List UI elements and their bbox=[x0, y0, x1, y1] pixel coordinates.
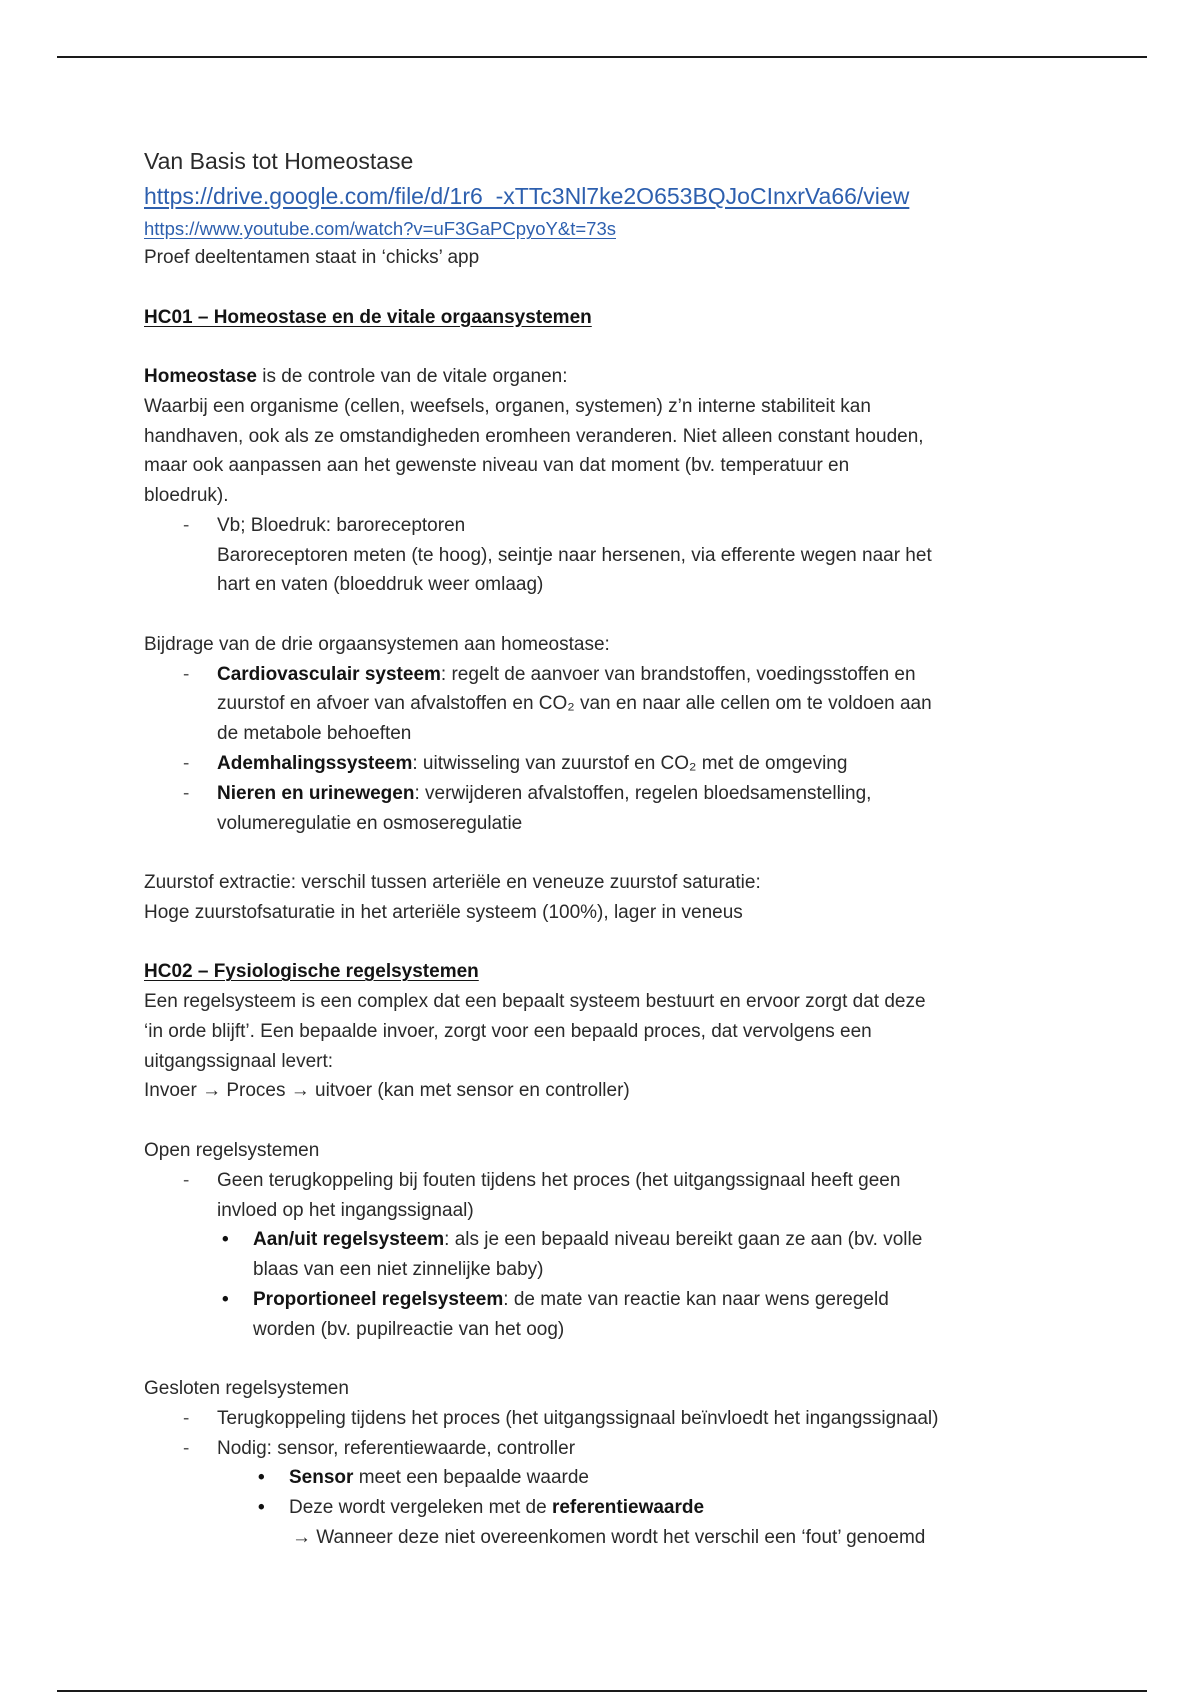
term-proportional: Proportioneel regelsysteem bbox=[253, 1288, 504, 1310]
term-reference-value: referentiewaarde bbox=[551, 1497, 705, 1519]
dash-marker: - bbox=[183, 753, 190, 775]
paragraph-line: ‘in orde blijft’. Een bepaalde invoer, zorgt voor een bepaald proces, dat vervolgens een bbox=[144, 1020, 872, 1042]
flow-line: Invoer → Proces → uitvoer (kan met sensor en controller) bbox=[144, 1080, 630, 1102]
blank-line bbox=[144, 1106, 1144, 1136]
footer-rule bbox=[57, 1690, 1147, 1692]
term-on-off: Aan/uit regelsysteem bbox=[253, 1229, 445, 1251]
list-item-cardiovascular bbox=[144, 660, 1144, 690]
contribution-intro: Bijdrage van de drie orgaansystemen aan homeostase: bbox=[144, 633, 610, 655]
item-text: meet een bepaalde waarde bbox=[353, 1467, 589, 1489]
term-respiratory: Ademhalingssysteem bbox=[217, 753, 413, 775]
paragraph-line: Waarbij een organisme (cellen, weefsels, organen, systemen) z’n interne stabiliteit kan bbox=[144, 395, 871, 417]
google-drive-link[interactable]: https://drive.google.com/file/d/1r6_-xTTc3Nl7ke2O653BQJoCInxrVa66/view bbox=[144, 183, 910, 209]
paragraph-line: handhaven, ook als ze omstandigheden eromheen veranderen. Niet alleen constant houden, bbox=[144, 425, 924, 447]
hc02-heading: HC02 – Fysiologische regelsystemen bbox=[144, 961, 479, 983]
item-text: : als je een bepaald niveau bereikt gaan ze aan (bv. volle bbox=[444, 1229, 923, 1251]
paragraph-line: uitgangssignaal levert: bbox=[144, 1050, 334, 1072]
item-text: Geen terugkoppeling bij fouten tijdens het proces (het uitgangssignaal heeft geen bbox=[217, 1169, 901, 1191]
dash-marker: - bbox=[183, 782, 190, 804]
bullet-marker: • bbox=[258, 1497, 265, 1519]
dash-marker: - bbox=[183, 1407, 190, 1429]
dash-marker: - bbox=[183, 663, 190, 685]
definition-text: is de controle van de vitale organen: bbox=[257, 366, 568, 388]
dash-marker: - bbox=[183, 514, 190, 536]
paragraph-line: Een regelsysteem is een complex dat een bepaalt systeem bestuurt en ervoor zorgt dat deze bbox=[144, 991, 926, 1013]
bullet-marker: • bbox=[222, 1288, 229, 1310]
homeostase-definition bbox=[144, 362, 1144, 392]
list-item-continuation: invloed op het ingangssignaal) bbox=[217, 1199, 474, 1221]
term-homeostase: Homeostase bbox=[144, 366, 257, 388]
list-item-respiratory bbox=[144, 749, 1144, 779]
item-text: : verwijderen afvalstoffen, regelen bloedsamenstelling, bbox=[414, 782, 872, 804]
dash-marker: - bbox=[183, 1169, 190, 1191]
app-note: Proef deeltentamen staat in ‘chicks’ app bbox=[144, 247, 480, 268]
hc01-section bbox=[144, 303, 1144, 958]
closed-systems-title: Gesloten regelsystemen bbox=[144, 1378, 349, 1400]
hc01-heading: HC01 – Homeostase en de vitale orgaansystemen bbox=[144, 306, 592, 328]
example-label: Vb; Bloedruk: baroreceptoren bbox=[217, 514, 466, 536]
extraction-line: Hoge zuurstofsaturatie in het arteriële systeem (100%), lager in veneus bbox=[144, 901, 743, 923]
blank-line bbox=[144, 1344, 1144, 1374]
youtube-link[interactable]: https://www.youtube.com/watch?v=uF3GaPCpyoY&t=73s bbox=[144, 218, 616, 239]
blank-line bbox=[144, 600, 1144, 630]
document-body bbox=[144, 243, 1144, 1553]
item-text: Terugkoppeling tijdens het proces (het uitgangssignaal beïnvloedt het ingangssignaal) bbox=[217, 1407, 939, 1429]
bullet-item-reference bbox=[144, 1493, 1144, 1523]
list-item-continuation: volumeregulatie en osmoseregulatie bbox=[217, 812, 523, 834]
document-title: Van Basis tot Homeostase bbox=[144, 148, 414, 174]
item-text: : de mate van reactie kan naar wens geregeld bbox=[503, 1288, 889, 1310]
header-rule bbox=[57, 56, 1147, 58]
term-sensor: Sensor bbox=[289, 1467, 354, 1489]
bullet-item-continuation: worden (bv. pupilreactie van het oog) bbox=[253, 1318, 565, 1340]
term-renal: Nieren en urinewegen bbox=[217, 782, 415, 804]
blank-line bbox=[144, 838, 1144, 868]
paragraph-line: maar ook aanpassen aan het gewenste niveau van dat moment (bv. temperatuur en bbox=[144, 455, 850, 477]
bullet-marker: • bbox=[258, 1467, 265, 1489]
list-item-requirements bbox=[144, 1434, 1144, 1464]
list-item-open bbox=[144, 1166, 1144, 1196]
item-text: : regelt de aanvoer van brandstoffen, voedingsstoffen en bbox=[440, 663, 916, 685]
blank-line bbox=[144, 928, 1144, 958]
list-item-renal bbox=[144, 779, 1144, 809]
bullet-marker: • bbox=[222, 1229, 229, 1251]
open-systems-title: Open regelsystemen bbox=[144, 1139, 320, 1161]
bullet-item-continuation: blaas van een niet zinnelijke baby) bbox=[253, 1259, 544, 1281]
item-text: : uitwisseling van zuurstof en CO₂ met de omgeving bbox=[412, 753, 848, 775]
list-item-continuation: hart en vaten (bloeddruk weer omlaag) bbox=[217, 574, 544, 596]
dash-marker: - bbox=[183, 1437, 190, 1459]
list-item-feedback bbox=[144, 1404, 1144, 1434]
hc02-section bbox=[144, 957, 1144, 1552]
item-text: Nodig: sensor, referentiewaarde, controller bbox=[217, 1437, 576, 1459]
item-text: Deze wordt vergeleken met de bbox=[289, 1497, 552, 1519]
bullet-item-on-off bbox=[144, 1225, 1144, 1255]
paragraph-line: bloedruk). bbox=[144, 485, 229, 507]
bullet-item-proportional bbox=[144, 1285, 1144, 1315]
blank-line bbox=[144, 332, 1144, 362]
extraction-line: Zuurstof extractie: verschil tussen arteriële en veneuze zuurstof saturatie: bbox=[144, 872, 761, 894]
error-consequence-line: → Wanneer deze niet overeenkomen wordt het verschil een ‘fout’ genoemd bbox=[292, 1526, 926, 1548]
list-item-continuation: Baroreceptoren meten (te hoog), seintje naar hersenen, via efferente wegen naar het bbox=[217, 544, 932, 566]
list-item-example bbox=[144, 511, 1144, 541]
bullet-item-sensor bbox=[144, 1463, 1144, 1493]
blank-line bbox=[144, 273, 1144, 303]
term-cardiovascular: Cardiovasculair systeem bbox=[217, 663, 441, 685]
list-item-continuation: zuurstof en afvoer van afvalstoffen en CO₂ van en naar alle cellen om te voldoen aan bbox=[217, 693, 932, 715]
list-item-continuation: de metabole behoeften bbox=[217, 723, 412, 745]
